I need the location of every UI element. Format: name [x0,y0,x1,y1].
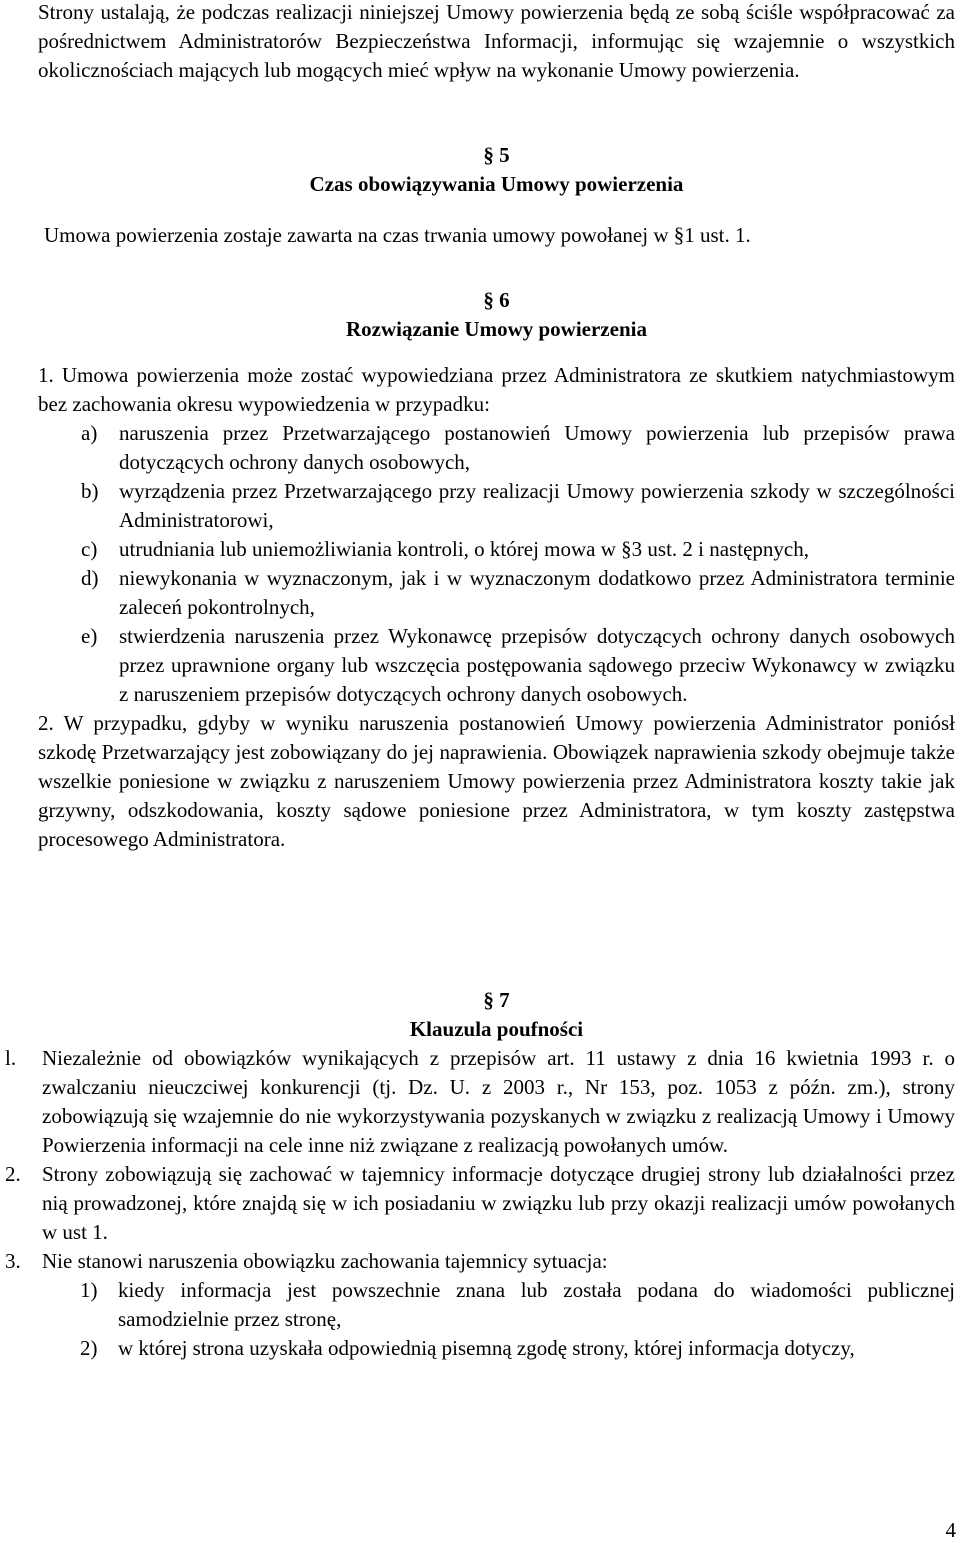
list-item-text: utrudniania lub uniemożliwiania kontroli, o której mowa w §3 ust. 2 i następnych, [119,537,809,561]
subitem-label: 1) [80,1278,98,1302]
list-item-text: stwierdzenia naruszenia przez Wykonawcę przepisów dotyczących ochrony danych osobowych przez uprawnione organy lub wszczęcia postępowania sądowego przeciw Wykonawcy w związku z naruszeniem przepisów dotyczących ochrony danych osobowych. [119,624,955,706]
section-5 [38,141,955,250]
list-item-label: c) [81,537,98,561]
list-item-d [38,564,955,622]
section-7-point-number: l. [5,1046,17,1070]
list-item-text: naruszenia przez Przetwarzającego postanowień Umowy powierzenia lub przepisów prawa dotyczących ochrony danych osobowych, [119,421,955,474]
intro-text: Strony ustalają, że podczas realizacji niniejszej Umowy powierzenia będą ze sobą ściśle współpracować za pośrednictwem Administratorów Bezpieczeństwa Informacji, informując się wzajemnie o wszystkich okolicznościach mających lub mogących mieć wpływ na wykonanie Umowy powierzenia. [38,0,955,82]
list-item-b [38,477,955,535]
list-item-c [38,535,955,564]
section-7-title: Klauzula poufności [409,1017,584,1041]
section-6-point-2-body: W przypadku, gdyby w wyniku naruszenia postanowień Umowy powierzenia Administrator poniósł szkodę Przetwarzający jest zobowiązany do jej naprawienia. Obowiązek naprawienia szkody obejmuje także wszelkie poniesione w związku z naruszeniem Umowy powierzenia przez Administratora koszty takie jak grzywny, odszkodowania, koszty sądowe poniesione przez Administratora, w tym koszty zastępstwa procesowego Administratora. [38,711,955,851]
section-7-point-number: 2. [5,1162,21,1186]
section-5-title: Czas obowiązywania Umowy powierzenia [309,172,684,196]
section-7-subitem-1 [38,1276,955,1334]
section-7-point-2 [5,1160,955,1247]
section-6-point-2-number: 2. [38,711,54,735]
section-7 [5,986,955,1363]
section-6-point-2-text [38,709,955,854]
section-7-point-text: Niezależnie od obowiązków wynikających z przepisów art. 11 ustawy z dnia 16 kwietnia 1993 r. o zwalczaniu nieuczciwej konkurencji (tj. Dz. U. z 2003 r., Nr 153, poz. 1053 z późn. zm.), strony zobowiązują się wzajemnie do nie wykorzystywania pozyskanych w związku z realizacją Umowy i Umowy Powierzenia informacji na cele inne niż związane z realizacją powołanych umów. [42,1046,955,1157]
list-item-text: niewykonania w wyznaczonym, jak i w wyznaczonym dodatkowo przez Administratora terminie zaleceń pokontrolnych, [119,566,955,619]
subitem-label: 2) [80,1336,98,1360]
section-7-point-1 [5,1044,955,1160]
section-6-point-1-body: Umowa powierzenia może zostać wypowiedziana przez Administratora ze skutkiem natychmiastowym bez zachowania okresu wypowiedzenia w przypadku: [38,363,955,416]
section-7-point-text: Nie stanowi naruszenia obowiązku zachowania tajemnicy sytuacja: [42,1249,608,1273]
list-item-a [38,419,955,477]
list-item-label: d) [81,566,99,590]
intro-paragraph [38,0,955,85]
section-6-title: Rozwiązanie Umowy powierzenia [346,317,647,341]
section-7-number: § 7 [483,988,510,1012]
section-5-number: § 5 [483,143,510,167]
list-item-label: e) [81,624,98,648]
section-7-point-text: Strony zobowiązują się zachować w tajemnicy informacje dotyczące drugiej strony lub działalności przez nią prowadzonej, które znajdą się w ich posiadaniu w związku lub przy okazji realizacji umów powołanych w ust 1. [42,1162,955,1244]
section-7-point-3 [5,1247,955,1276]
list-item-label: a) [81,421,98,445]
list-item-label: b) [81,479,99,503]
section-6-point-1 [38,361,955,419]
section-7-point-number: 3. [5,1249,21,1273]
section-6-point-2 [38,709,955,854]
list-item-e [38,622,955,709]
subitem-text: kiedy informacja jest powszechnie znana lub została podana do wiadomości publicznej samodzielnie przez stronę, [118,1278,955,1331]
section-5-text: Umowa powierzenia zostaje zawarta na czas trwania umowy powołanej w §1 ust. 1. [44,223,751,247]
section-6-number: § 6 [483,288,510,312]
section-6-point-1-number: 1. [38,363,54,387]
page-number: 4 [945,1518,956,1542]
section-6-point-1-text [38,361,955,419]
section-7-subitem-2 [38,1334,955,1363]
subitem-text: w której strona uzyskała odpowiednią pisemną zgodę strony, której informacja dotyczy, [118,1336,855,1360]
section-6 [38,286,955,854]
list-item-text: wyrządzenia przez Przetwarzającego przy realizacji Umowy powierzenia szkody w szczególności Administratorowi, [119,479,955,532]
